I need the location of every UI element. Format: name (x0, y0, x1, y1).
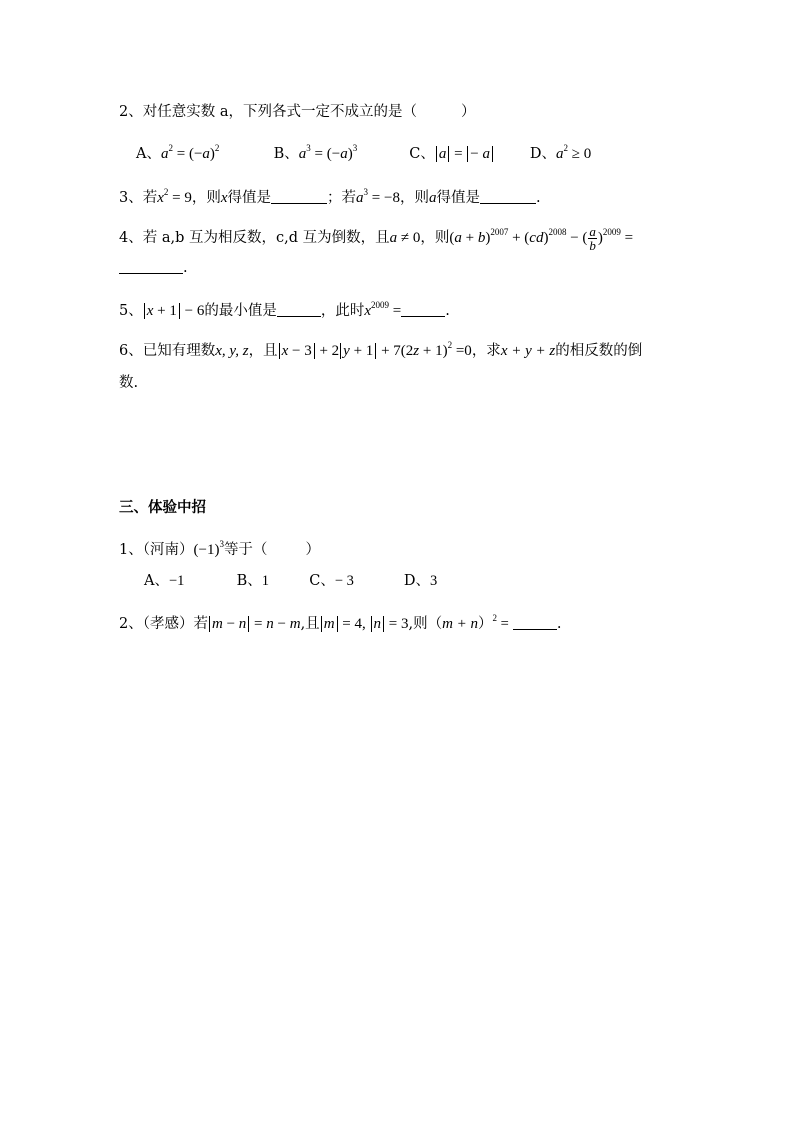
question-2 (119, 102, 475, 122)
answer-blank-1[interactable] (271, 189, 327, 204)
question-4-answer-line: . (119, 258, 188, 278)
option-d: D、$a^2 \ge 0$ (529, 143, 592, 162)
expression-q6: x − 3 + 2 $y + 1 + 7(2z + 1)^2 =0$ (278, 343, 472, 359)
option-a: A、$a^2 = (-a)^2$ (136, 143, 220, 162)
equation-a-cubed: $a^3 = -8$ (356, 187, 400, 206)
s3-option-c: C、− 3 (309, 573, 354, 589)
expression-neg-one-cubed: $(-1)^3$ (193, 539, 224, 558)
answer-blank-6[interactable] (513, 615, 557, 630)
question-3: 3、若$x^2 = 9$，则x得值是 ；若$a^3 = -8$，则a得值是 . (119, 187, 541, 206)
section-3-title: 三、体验中招 (119, 499, 206, 516)
answer-blank-2[interactable] (480, 189, 536, 204)
answer-blank-3[interactable] (119, 259, 183, 274)
answer-blank-5[interactable] (401, 302, 445, 317)
condition-a-nonzero: a ≠ 0 (389, 230, 421, 246)
s3-option-b: B、1 (236, 573, 270, 589)
option-c-formula: a = − a (435, 146, 494, 162)
option-a-formula: $a^2 = (-a)^2$ (160, 143, 220, 162)
option-b: B、$a^3 = (-a)^3$ (273, 143, 358, 162)
expression-abs-values: m = 4, n = 3 (320, 616, 409, 632)
question-2-paren-close: ） (460, 104, 476, 120)
option-c: C、 a = − a (409, 144, 525, 164)
expression-q4: $(a + b)^{2007} + (cd)^{2008}$ − ( $\frac{a}{b}$ )$^{2009}$ = (449, 224, 634, 254)
s3-option-a: A、−1 (144, 573, 185, 589)
section-3-question-2: 2、（孝感）若 m − n = n − m,且 m = 4, n = 3,则$(m + n)^2$ = . (119, 613, 562, 632)
fraction-a-over-b: $\frac{a}{b}$ (589, 224, 596, 254)
expression-abs-m-minus-n: m − n = n − m (208, 616, 301, 632)
s3-option-d: D、3 (403, 573, 438, 589)
question-4: 4、若 a,b 互为相反数，c,d 互为倒数，且a ≠ 0，则$(a + b)^{2007} + (cd)^{2008}$ − ( $\frac{a}{b}$ )$^{2009}$ = (119, 224, 634, 254)
section-3-question-1-options (144, 571, 437, 591)
question-2-options (136, 138, 591, 164)
section-3-question-1: 1、（河南）$(-1)^3$等于（ ） (119, 539, 320, 558)
expression-x-power: $x^{2009}$ = (364, 300, 402, 319)
question-6-continuation: 数. (119, 375, 139, 391)
square-equals: ）$^2$ = (478, 613, 509, 632)
option-b-formula: $a^3 = (-a)^3$ (298, 143, 358, 162)
option-d-formula: $a^2 \ge 0$ (555, 143, 592, 162)
question-6: 6、已知有理数x, y, z，且 x − 3 + 2 $y + 1 + 7(2z + 1)^2 =0$，求x + y + z的相反数的倒 (119, 340, 643, 359)
question-2-stem: 2、对任意实数 a，下列各式一定不成立的是（ (119, 104, 417, 120)
answer-blank-4[interactable] (277, 302, 321, 317)
question-5: 5、 x + 1 − 6的最小值是 ，此时$x^{2009}$ = . (119, 300, 450, 319)
variables-xyz: x, y, z (215, 343, 249, 359)
equation-x-squared: $x^2 = 9$ (157, 187, 192, 206)
sum-xyz: x + y + z (500, 343, 556, 359)
expression-m-plus-n: m + n (442, 616, 479, 632)
expression-q5: x + 1 − 6 (143, 303, 205, 319)
